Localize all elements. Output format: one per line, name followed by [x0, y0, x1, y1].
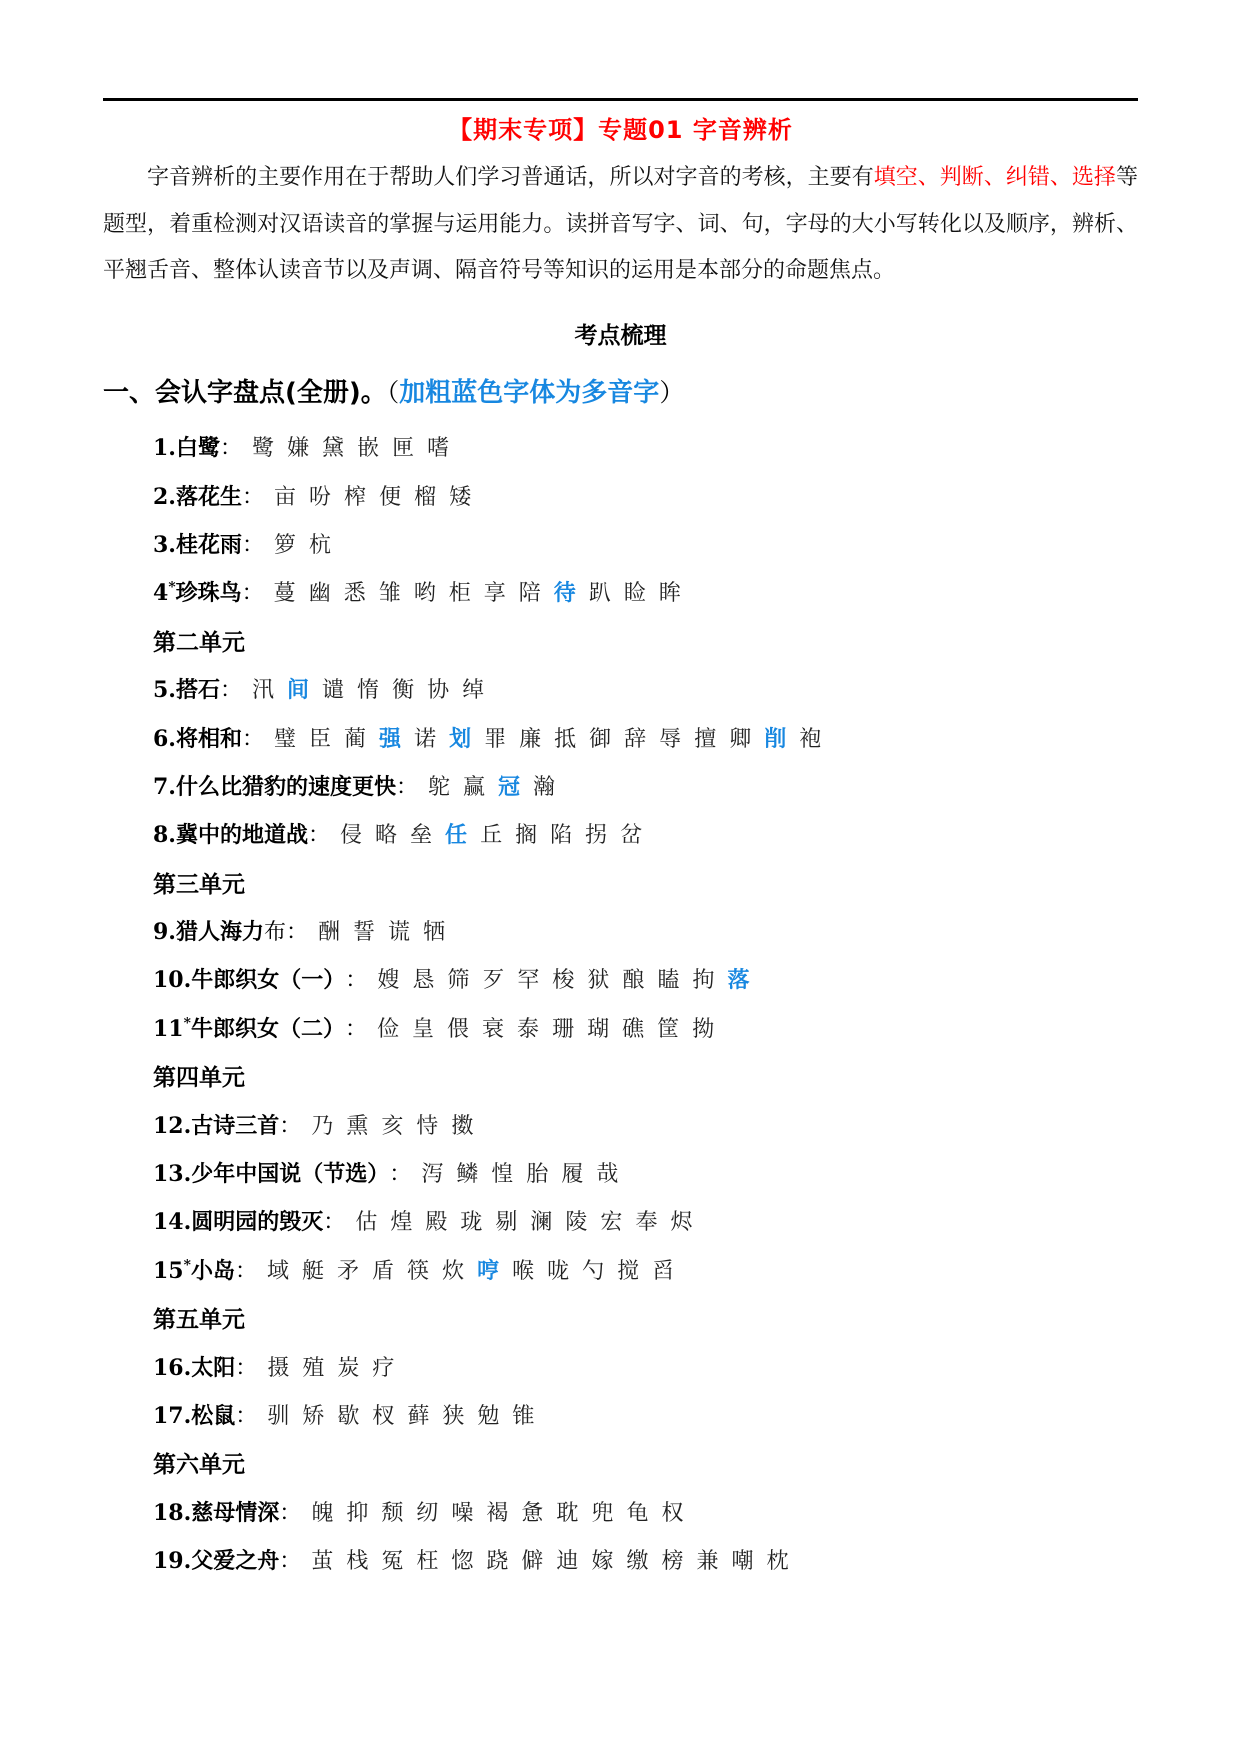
lesson-row: [153, 471, 1138, 519]
character: 廉: [519, 726, 542, 752]
character: 享: [483, 581, 506, 607]
lesson-title: 4*珍珠鸟: [153, 580, 242, 607]
character: 榜: [661, 1549, 684, 1575]
lesson-row: [153, 713, 1138, 761]
character: 拗: [692, 1016, 715, 1042]
character: 便: [379, 484, 402, 510]
character: 矫: [302, 1404, 325, 1429]
character: 殿: [425, 1210, 448, 1236]
character: 摄: [267, 1355, 290, 1381]
character: 剔: [495, 1210, 518, 1236]
lesson-colon: ：: [279, 1549, 302, 1575]
star-marker: *: [168, 580, 176, 597]
lesson-title-regular-part: 布: [263, 920, 286, 946]
character: 嘲: [731, 1549, 754, 1575]
lesson-colon: ：: [395, 774, 418, 800]
character: 奉: [635, 1210, 658, 1236]
lesson-row: [153, 906, 1138, 954]
unit-heading: [153, 1439, 1138, 1487]
character: 炭: [337, 1355, 360, 1381]
lesson-title: 3.桂花雨: [153, 531, 242, 558]
character: 惶: [491, 1162, 514, 1188]
character: 烬: [670, 1210, 693, 1236]
lesson-colon: ：: [286, 920, 309, 946]
unit-heading-label: 第三单元: [153, 871, 245, 898]
character: 炊: [442, 1258, 465, 1284]
character: 枕: [766, 1549, 789, 1575]
character: 璧: [274, 726, 297, 752]
star-marker: *: [183, 1015, 191, 1032]
lesson-title: 12.古诗三首: [153, 1112, 280, 1139]
character-polyphone: 任: [445, 823, 468, 849]
header-rule: [103, 98, 1138, 101]
character: 拘: [692, 968, 715, 994]
lesson-title: 18.慈母情深: [153, 1499, 280, 1526]
lesson-colon: ：: [241, 532, 264, 558]
character: 泻: [421, 1162, 444, 1188]
character: 颓: [381, 1500, 404, 1526]
character: 栈: [346, 1549, 369, 1575]
character: 雏: [378, 581, 401, 607]
character: 惫: [521, 1500, 544, 1526]
character: 矛: [337, 1258, 360, 1284]
intro-text-pre: 字音辨析的主要作用在于帮助人们学习普通话，所以对字音的考核，主要有: [147, 165, 874, 190]
lesson-colon: ：: [323, 1210, 346, 1236]
character: 权: [661, 1500, 684, 1526]
part-heading-blue-note: 加粗蓝色字体为多音字: [399, 377, 660, 408]
unit-heading: [153, 858, 1138, 906]
character: 榨: [344, 484, 367, 510]
character: 诺: [414, 726, 437, 752]
character: 偎: [447, 1016, 470, 1042]
character: 歹: [482, 968, 505, 994]
character: 鳞: [456, 1162, 479, 1188]
character: 冤: [381, 1549, 404, 1575]
character: 罕: [517, 968, 540, 994]
lesson-row: [153, 1487, 1138, 1535]
character: 黛: [322, 436, 345, 462]
character: 辱: [659, 726, 682, 752]
lesson-title: 2.落花生: [153, 483, 242, 510]
character: 酬: [318, 920, 341, 946]
lesson-title: 5.搭石: [153, 677, 220, 704]
character: 惰: [357, 678, 380, 704]
character: 哟: [413, 581, 436, 607]
character: 臣: [309, 726, 332, 752]
character: 瑚: [587, 1016, 610, 1042]
character: 蔓: [273, 581, 296, 607]
lesson-title: 8.冀中的地道战: [153, 822, 308, 849]
character: 泰: [517, 1016, 540, 1042]
lesson-colon: ：: [344, 1016, 367, 1042]
lesson-title: 1.白鹭: [153, 435, 220, 462]
character: 驯: [267, 1404, 290, 1429]
lesson-colon: ：: [389, 1162, 412, 1188]
character: 箩: [274, 532, 297, 558]
character: 陵: [565, 1210, 588, 1236]
character: 榴: [414, 484, 437, 510]
lesson-title: 19.父爱之舟: [153, 1548, 280, 1575]
character: 宏: [600, 1210, 623, 1236]
character: 柜: [448, 581, 471, 607]
character: 勺: [582, 1258, 605, 1284]
lesson-colon: ：: [235, 1355, 258, 1381]
character: 鸵: [428, 774, 451, 800]
lesson-row: [153, 1148, 1138, 1196]
lesson-row: [153, 1390, 1138, 1438]
part-heading-main: 一、会认字盘点(全册)。: [103, 377, 387, 408]
lesson-row: [153, 761, 1138, 809]
lesson-row: [153, 568, 1138, 616]
character: 锥: [512, 1404, 535, 1429]
character: 杭: [309, 532, 332, 558]
character: 搅: [617, 1258, 640, 1284]
lesson-title: 15*小岛: [153, 1257, 235, 1284]
character: 擞: [451, 1113, 474, 1139]
character: 抑: [346, 1500, 369, 1526]
lesson-row: [153, 1342, 1138, 1390]
section-heading-exam-points: 考点梳理: [574, 322, 667, 349]
character: 盾: [372, 1258, 395, 1284]
character: 衰: [482, 1016, 505, 1042]
character: 哉: [596, 1162, 619, 1188]
character: 嵌: [357, 436, 380, 462]
lesson-colon: ：: [241, 484, 264, 510]
character: 兼: [696, 1549, 719, 1575]
character: 龟: [626, 1500, 649, 1526]
character: 熏: [346, 1113, 369, 1139]
character: 协: [427, 678, 450, 704]
character: 岔: [620, 823, 643, 849]
character: 陪: [518, 581, 541, 607]
lesson-colon: ：: [241, 726, 264, 752]
unit-heading-label: 第四单元: [153, 1065, 245, 1092]
lesson-title: 11*牛郎织女（二）: [153, 1015, 345, 1042]
part-heading-paren-open: （: [386, 377, 400, 407]
character: 辞: [624, 726, 647, 752]
character-polyphone: 划: [449, 726, 472, 752]
lesson-title: 17.松鼠: [153, 1403, 236, 1429]
lesson-row: [153, 1100, 1138, 1148]
character: 袍: [799, 726, 822, 752]
lesson-colon: ：: [219, 678, 242, 704]
lesson-title: 13.少年中国说（节选）: [153, 1161, 390, 1188]
lesson-colon: ：: [279, 1113, 302, 1139]
character: 履: [561, 1162, 584, 1188]
character: 亩: [274, 484, 297, 510]
character-polyphone: 削: [764, 726, 787, 752]
unit-heading: [153, 1294, 1138, 1342]
character: 拐: [585, 823, 608, 849]
character: 歇: [337, 1404, 360, 1429]
character: 耽: [556, 1500, 579, 1526]
character-polyphone: 强: [379, 726, 402, 752]
character: 杈: [372, 1404, 395, 1429]
character: 筷: [407, 1258, 430, 1284]
lesson-row: [153, 664, 1138, 712]
character-polyphone: 落: [727, 968, 750, 994]
character: 擅: [694, 726, 717, 752]
character: 乃: [311, 1113, 334, 1139]
lesson-row: [153, 1535, 1138, 1583]
character: 迪: [556, 1549, 579, 1575]
character-polyphone: 间: [287, 678, 310, 704]
lesson-colon: ：: [234, 1258, 257, 1284]
character: 枉: [416, 1549, 439, 1575]
character: 跷: [486, 1549, 509, 1575]
character: 僻: [521, 1549, 544, 1575]
character: 矮: [449, 484, 472, 510]
character: 礁: [622, 1016, 645, 1042]
character: 珊: [552, 1016, 575, 1042]
character: 艇: [302, 1258, 325, 1284]
lesson-row: [153, 1003, 1138, 1051]
character: 绰: [462, 678, 485, 704]
lesson-row: [153, 810, 1138, 858]
character: 誓: [353, 920, 376, 946]
character: 煌: [390, 1210, 413, 1236]
character: 勉: [477, 1404, 500, 1429]
character: 侵: [340, 823, 363, 849]
character: 赢: [463, 774, 486, 800]
lesson-row: [153, 1245, 1138, 1293]
character: 衡: [392, 678, 415, 704]
lesson-row: [153, 519, 1138, 567]
character: 搁: [515, 823, 538, 849]
character: 咙: [547, 1258, 570, 1284]
character: 略: [375, 823, 398, 849]
character: 幽: [308, 581, 331, 607]
character: 珑: [460, 1210, 483, 1236]
character: 亥: [381, 1113, 404, 1139]
unit-heading: [153, 1052, 1138, 1100]
lesson-colon: ：: [345, 968, 368, 994]
lesson-colon: ：: [241, 581, 264, 607]
part-heading: [103, 372, 1138, 409]
character: 瀚: [533, 774, 556, 800]
character-polyphone: 待: [553, 581, 576, 607]
character: 茧: [311, 1549, 334, 1575]
unit-heading-label: 第二单元: [153, 629, 245, 656]
character: 悉: [343, 581, 366, 607]
character: 筛: [447, 968, 470, 994]
character: 噪: [451, 1500, 474, 1526]
character: 谴: [322, 678, 345, 704]
character: 喉: [512, 1258, 535, 1284]
unit-heading: [153, 616, 1138, 664]
character: 丘: [480, 823, 503, 849]
character: 惚: [451, 1549, 474, 1575]
character: 酿: [622, 968, 645, 994]
character: 嫌: [287, 436, 310, 462]
character: 陷: [550, 823, 573, 849]
lesson-row: [153, 423, 1138, 471]
lesson-colon: ：: [219, 436, 242, 462]
character-polyphone: 冠: [498, 774, 521, 800]
character: 褐: [486, 1500, 509, 1526]
character: 趴: [588, 581, 611, 607]
character: 鹭: [252, 436, 275, 462]
character: 估: [355, 1210, 378, 1236]
unit-heading-label: 第六单元: [153, 1452, 245, 1479]
character: 牺: [423, 920, 446, 946]
character: 匣: [392, 436, 415, 462]
character: 恳: [412, 968, 435, 994]
character: 域: [266, 1258, 289, 1284]
lesson-colon: ：: [235, 1404, 258, 1429]
character-polyphone: 哼: [477, 1258, 500, 1284]
lesson-title: 9.猎人海力布: [153, 919, 286, 946]
unit-heading-label: 第五单元: [153, 1307, 245, 1334]
character: 罪: [484, 726, 507, 752]
character: 澜: [530, 1210, 553, 1236]
character: 谎: [388, 920, 411, 946]
character: 舀: [652, 1258, 675, 1284]
character: 殖: [302, 1355, 325, 1381]
character: 魄: [311, 1500, 334, 1526]
character: 筐: [657, 1016, 680, 1042]
character: 眸: [658, 581, 681, 607]
character: 俭: [376, 1016, 399, 1042]
lesson-title: 16.太阳: [153, 1354, 236, 1381]
character: 胎: [526, 1162, 549, 1188]
character: 吩: [309, 484, 332, 510]
character: 嫂: [377, 968, 400, 994]
lesson-row: [153, 1197, 1138, 1245]
lesson-list: [103, 423, 1138, 1584]
character: 垒: [410, 823, 433, 849]
lesson-colon: ：: [307, 823, 330, 849]
character: 狭: [442, 1404, 465, 1429]
lesson-title: 7.什么比猎豹的速度更快: [153, 773, 396, 800]
character: 藓: [407, 1404, 430, 1429]
lesson-row: [153, 955, 1138, 1003]
character: 瞌: [657, 968, 680, 994]
lesson-title: 6.将相和: [153, 725, 242, 752]
character: 御: [589, 726, 612, 752]
character: 缴: [626, 1549, 649, 1575]
lesson-title: 14.圆明园的毁灭: [153, 1209, 324, 1236]
character: 嫁: [591, 1549, 614, 1575]
character: 嗜: [427, 436, 450, 462]
character: 狱: [587, 968, 610, 994]
character: 梭: [552, 968, 575, 994]
character: 皇: [412, 1016, 435, 1042]
character: 汛: [252, 678, 275, 704]
intro-text-post: 等题型，着重检测对汉语读音的掌握与运用能力。读拼音写字、词、句，字母的大小写转化以及顺序，辨析、平翘舌音、整体认读音节以及声调、隔音符号等知识的运用是本部分的命题焦点。: [103, 165, 1138, 283]
lesson-title: 10.牛郎织女（一）: [153, 967, 346, 994]
character: 恃: [416, 1113, 439, 1139]
character: 卿: [729, 726, 752, 752]
character: 兜: [591, 1500, 614, 1526]
character: 抵: [554, 726, 577, 752]
part-heading-paren-close: ）: [659, 377, 685, 407]
character: 蔺: [344, 726, 367, 752]
lesson-colon: ：: [279, 1500, 302, 1526]
highlighted-question-types: 填空、判断、纠错、选择: [873, 165, 1116, 190]
star-marker: *: [183, 1257, 191, 1274]
doc-title: 【期末专项】专题01 字音辨析: [448, 116, 793, 144]
character: 纫: [416, 1500, 439, 1526]
character: 睑: [623, 581, 646, 607]
character: 疗: [372, 1355, 395, 1381]
intro-paragraph: [103, 155, 1138, 295]
